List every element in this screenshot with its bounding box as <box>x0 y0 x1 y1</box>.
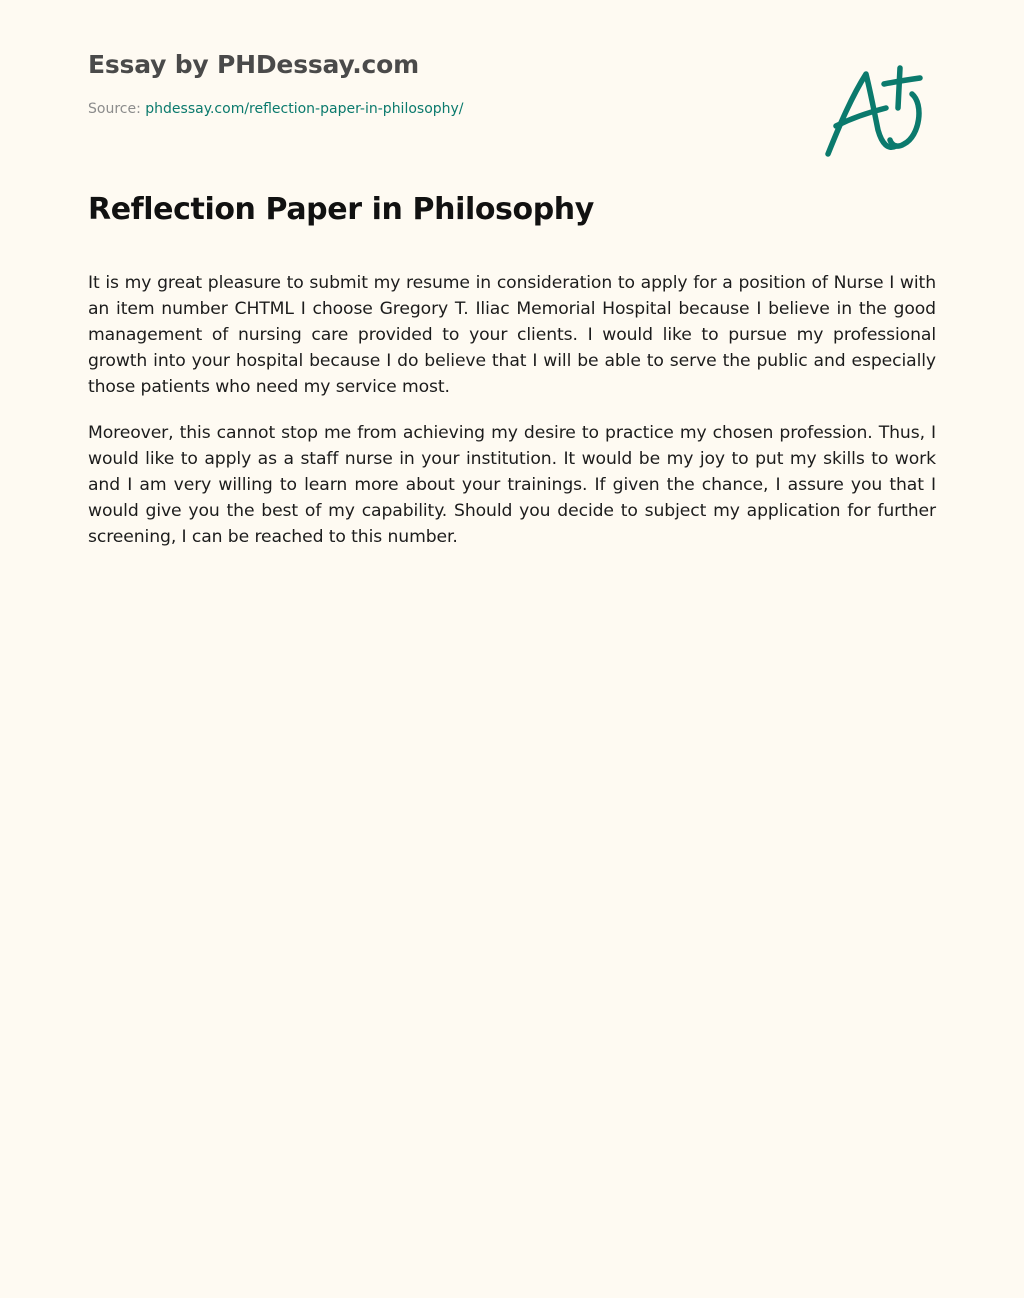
page-header <box>88 0 936 227</box>
a-plus-grade-icon <box>822 60 928 164</box>
source-line <box>88 101 464 117</box>
essay-body <box>88 270 936 570</box>
essay-page <box>88 0 936 547</box>
paragraph-1: It is my great pleasure to submit my resume in consideration to apply for a position of Nurse I with an item number CHTML I choose Gregory T. Iliac Memorial Hospital because I believe in the good management of nursing care provided to your clients. I would like to pursue my professional growth into your hospital because I do believe that I will be able to serve the public and especially those patients who need my service most. <box>88 273 936 397</box>
source-link[interactable]: phdessay.com/reflection-paper-in-philosophy/ <box>145 101 464 117</box>
brand-title: Essay by PHDessay.com <box>88 50 419 79</box>
document-title: Reflection Paper in Philosophy <box>88 192 594 227</box>
paragraph-2: Moreover, this cannot stop me from achieving my desire to practice my chosen profession. Thus, I would like to apply as a staff nurse in your institution. It would be my joy to put my skills to work and I am very willing to learn more about your trainings. If given the chance, I assure you that I would give you the best of my capability. Should you decide to subject my application for further screening, I can be reached to this number. <box>88 423 936 547</box>
source-label: Source: <box>88 101 141 117</box>
